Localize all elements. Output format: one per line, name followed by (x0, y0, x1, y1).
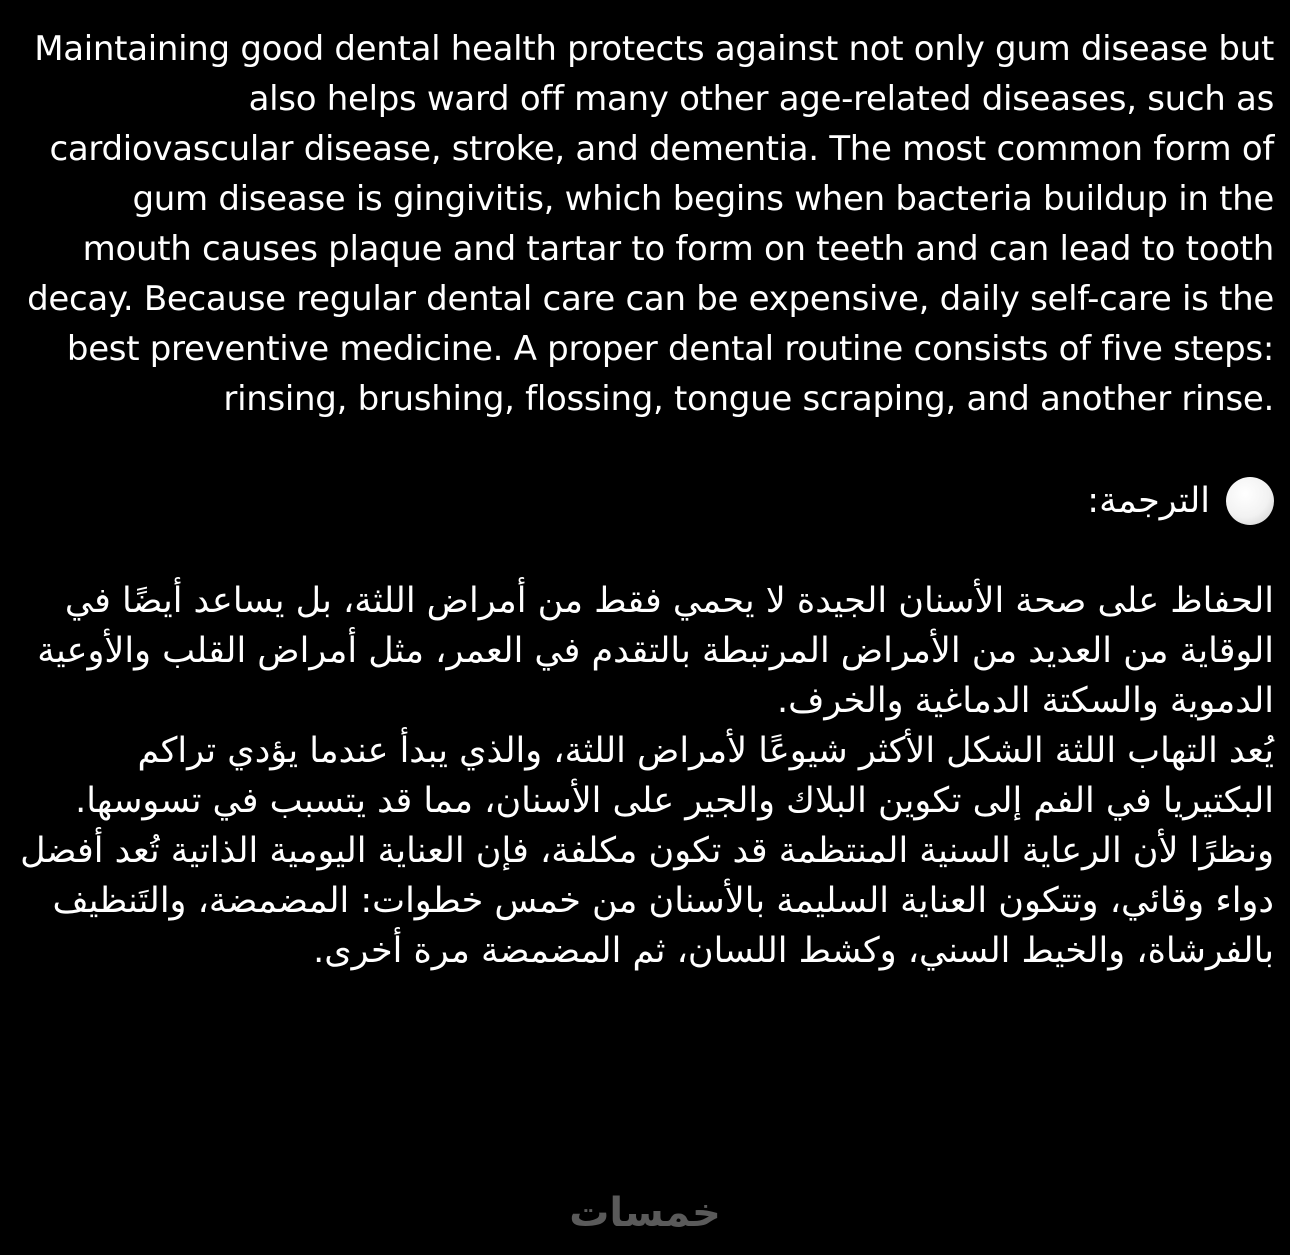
arabic-translation (18, 576, 1274, 976)
arabic-paragraph-1: الحفاظ على صحة الأسنان الجيدة لا يحمي فقط من أمراض اللثة، بل يساعد أيضًا في الوقاية من العديد من الأمراض المرتبطة بالتقدم في العمر، مثل أمراض القلب والأوعية الدموية والسكتة الدماغية والخرف. (37, 581, 1274, 721)
english-paragraph: Maintaining good dental health protects against not only gum disease but also helps ward off many other age-related diseases, such as cardiovascular disease, stroke, and dementia. The most common form of gum disease is gingivitis, which begins when bacteria buildup in the mouth causes plaque and tartar to form on teeth and can lead to tooth decay. Because regular dental care can be expensive, daily self-care is the best preventive medicine. A proper dental routine consists of five steps: rinsing, brushing, flossing, tongue scraping, and another rinse. (27, 29, 1274, 419)
white-circle-icon (1226, 477, 1274, 525)
watermark-logo: خمسات (569, 1190, 721, 1236)
arabic-paragraph-2: يُعد التهاب اللثة الشكل الأكثر شيوعًا لأمراض اللثة، والذي يبدأ عندما يؤدي تراكم البكتيريا في الفم إلى تكوين البلاك والجير على الأسنان، مما قد يتسبب في تسوسها. (75, 731, 1274, 821)
translation-heading (18, 476, 1274, 526)
translation-label: الترجمة: (1087, 481, 1210, 521)
arabic-paragraph-3: ونظرًا لأن الرعاية السنية المنتظمة قد تكون مكلفة، فإن العناية اليومية الذاتية تُعد أفضل دواء وقائي، وتتكون العناية السليمة بالأسنان من خمس خطوات: المضمضة، والتَنظيف بالفرشاة، والخيط السني، وكشط اللسان، ثم المضمضة مرة أخرى. (20, 831, 1274, 971)
document-page (18, 24, 1274, 1224)
